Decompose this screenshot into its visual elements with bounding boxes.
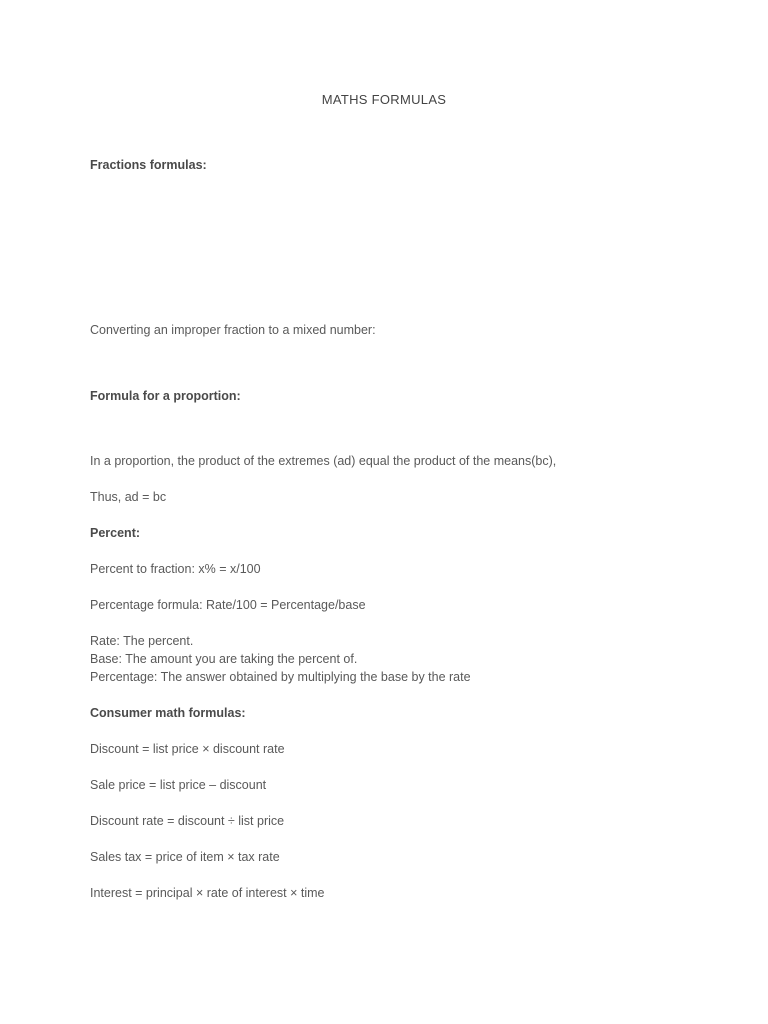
- fractions-heading: Fractions formulas:: [90, 158, 207, 172]
- page-title: MATHS FORMULAS: [321, 92, 447, 107]
- percentage-definition: Percentage: The answer obtained by multiplying the base by the rate: [90, 670, 471, 684]
- percent-heading: Percent:: [90, 526, 141, 540]
- proportion-thus: Thus, ad = bc: [90, 490, 167, 504]
- percent-to-fraction: Percent to fraction: x% = x/100: [90, 562, 261, 576]
- consumer-heading: Consumer math formulas:: [90, 706, 246, 720]
- sales-tax-formula: Sales tax = price of item × tax rate: [90, 850, 280, 864]
- discount-formula: Discount = list price × discount rate: [90, 742, 285, 756]
- converting-text: Converting an improper fraction to a mixed number:: [90, 323, 376, 337]
- sale-price-formula: Sale price = list price – discount: [90, 778, 267, 792]
- interest-formula: Interest = principal × rate of interest × time: [90, 886, 325, 900]
- discount-rate-formula: Discount rate = discount ÷ list price: [90, 814, 285, 828]
- rate-definition: Rate: The percent.: [90, 634, 194, 648]
- percentage-formula: Percentage formula: Rate/100 = Percentage/base: [90, 598, 366, 612]
- base-definition: Base: The amount you are taking the percent of.: [90, 652, 358, 666]
- proportion-text: In a proportion, the product of the extremes (ad) equal the product of the means(bc),: [90, 454, 557, 468]
- proportion-heading: Formula for a proportion:: [90, 389, 241, 403]
